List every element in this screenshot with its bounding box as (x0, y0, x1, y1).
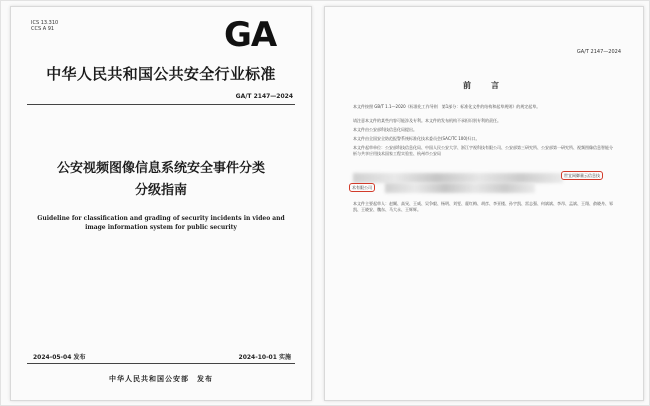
top-rule (27, 104, 295, 105)
publisher: 中华人民共和国公安部 发布 (109, 375, 213, 383)
page-header-code: GA/T 2147—2024 (576, 49, 621, 55)
bottom-rule (27, 363, 295, 364)
preface-paragraph: 本文件起草单位：公安部科技信息化局、中国人民公安大学、浙江宇视科技有限公司、公安部第三研究所、公安部第一研究所、视频图像信息智能分析与共享应用技术国家工程实验室、杭州市公安局 (353, 145, 613, 156)
issue-date: 2024-05-04 发布 (33, 354, 86, 361)
highlight-box-company: 世宜网御量云信息技 (561, 171, 603, 180)
english-title: Guideline for classification and grading of security incidents in video and image information system for public security (37, 215, 285, 231)
ccs-code: CCS A 91 (31, 26, 55, 32)
preface-paragraph: 本文件由全国安全防范报警系统标准化技术委员会(SAC/TC 100)归口。 (353, 136, 480, 141)
preface-paragraph: 本文件由公安部科技信息化局提出。 (353, 127, 417, 132)
standard-title: 中华人民共和国公共安全行业标准 (46, 65, 276, 83)
ga-logo: GA (224, 15, 277, 55)
effective-date: 2024-10-01 实施 (238, 354, 291, 361)
ics-classification (31, 20, 58, 32)
drafters-paragraph: 本文件主要起草人：赵爾、高旻、王威、吴争毅、杨明、刘雯、霍红梅、胡彦、李亚楼、孙宇凯、雷志强、何斌斌、李昂、孟斌、王翔、俞晓舟、邹凯、王晓安、魏东、马大永、王辉辉。 (353, 201, 613, 212)
redacted-line (353, 173, 563, 183)
preface-page (324, 6, 644, 401)
preface-paragraph: 请注意本文件的某些内容可能涉及专利。本文件的发布机构不承担识别专利的责任。 (353, 118, 501, 123)
preface-heading: 前 言 (463, 81, 505, 90)
preface-paragraph: 本文件按照 GB/T 1.1—2020《标准化工作导则 第1部分：标准化文件的结构和起草规则》的规定起草。 (353, 104, 541, 109)
cover-page (10, 6, 312, 401)
document-title-line1: 公安视频图像信息系统安全事件分类 (56, 161, 265, 176)
document-title-line2: 分级指南 (134, 183, 187, 198)
highlight-box-company-cont: 术有限公司 (349, 183, 375, 192)
redacted-line (385, 183, 535, 193)
standard-code: GA/T 2147—2024 (235, 93, 293, 100)
ics-code: ICS 13.310 (31, 20, 59, 26)
